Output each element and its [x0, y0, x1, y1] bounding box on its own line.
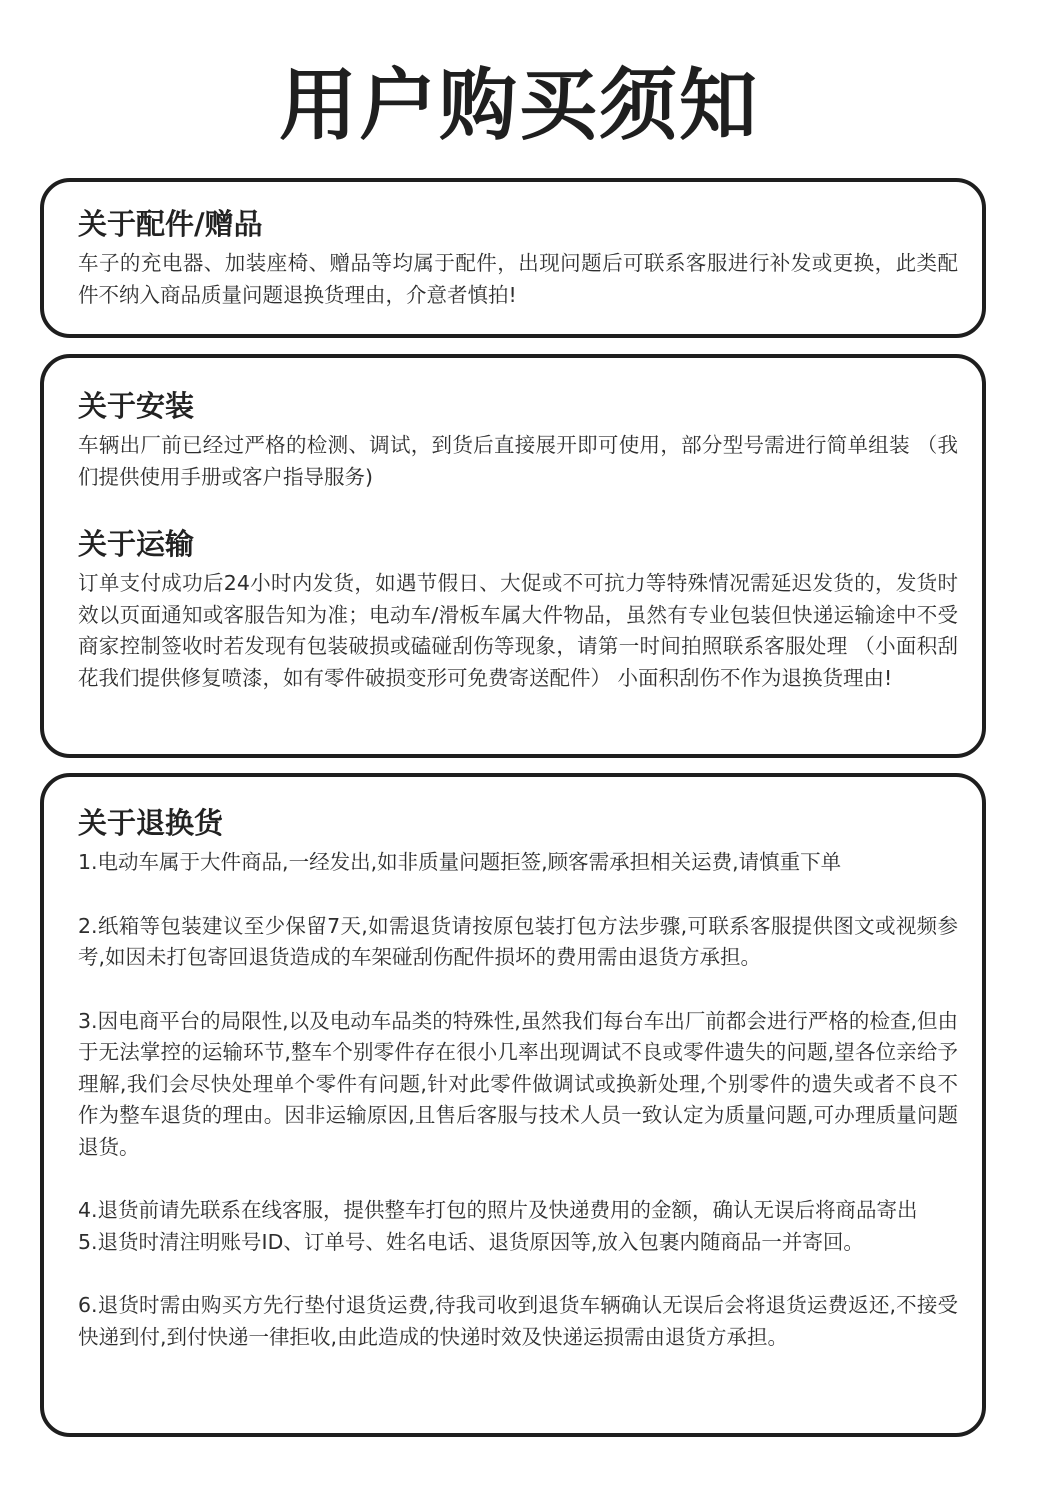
accessories-heading: 关于配件/赠品	[78, 207, 263, 241]
shipping-section	[78, 524, 958, 694]
accessories-section	[78, 204, 958, 311]
returns-item-2: 2.纸箱等包装建议至少保留7天,如需退货请按原包装打包方法步骤,可联系客服提供图文或视频参考,如因未打包寄回退货造成的车架碰刮伤配件损坏的费用需由退货方承担。	[78, 913, 958, 969]
returns-card	[40, 773, 986, 1437]
returns-item-5: 5.退货时清注明账号ID、订单号、姓名电话、退货原因等,放入包裹内随商品一并寄回。	[78, 1229, 864, 1254]
installation-heading: 关于安装	[78, 389, 195, 423]
returns-section	[78, 803, 958, 1353]
returns-item-1: 1.电动车属于大件商品,一经发出,如非质量问题拒签,顾客需承担相关运费,请慎重下单	[78, 850, 842, 874]
installation-section	[78, 386, 958, 493]
accessories-card	[40, 178, 986, 338]
installation-body: 车辆出厂前已经过严格的检测、调试，到货后直接展开即可使用，部分型号需进行简单组装 （我们提供使用手册或客户指导服务)	[78, 433, 958, 489]
page-title: 用户购买须知	[278, 61, 759, 151]
installation-shipping-card	[40, 354, 986, 758]
shipping-body: 订单支付成功后24小时内发货，如遇节假日、大促或不可抗力等特殊情况需延迟发货的，发货时效以页面通知或客服告知为准；电动车/滑板车属大件物品，虽然有专业包装但快递运输途中不受商家控制签收时若发现有包装破损或磕碰刮伤等现象，请第一时间拍照联系客服处理 （小面积刮花我们提供修复喷漆，如有零件破损变形可免费寄送配件） 小面积刮伤不作为退换货理由!	[78, 571, 958, 690]
shipping-heading: 关于运输	[78, 527, 195, 561]
returns-item-3: 3.因电商平台的局限性,以及电动车品类的特殊性,虽然我们每台车出厂前都会进行严格的检查,但由于无法掌控的运输环节,整车个别零件存在很小几率出现调试不良或零件遗失的问题,望各位亲给予理解,我们会尽快处理单个零件有问题,针对此零件做调试或换新处理,个别零件的遗失或者不良不作为整车退货的理由。因非运输原因,且售后客服与技术人员一致认定为质量问题,可办理质量问题退货。	[78, 1008, 958, 1159]
returns-item-6: 6.退货时需由购买方先行垫付退货运费,待我司收到退货车辆确认无误后会将退货运费返还,不接受快递到付,到付快递一律拒收,由此造成的快递时效及快递运损需由退货方承担。	[78, 1293, 958, 1349]
accessories-body: 车子的充电器、加装座椅、赠品等均属于配件，出现问题后可联系客服进行补发或更换，此类配件不纳入商品质量问题退换货理由，介意者慎拍!	[78, 251, 958, 307]
returns-list	[78, 847, 958, 1353]
returns-heading: 关于退换货	[78, 806, 224, 840]
returns-item-4: 4.退货前请先联系在线客服，提供整车打包的照片及快递费用的金额，确认无误后将商品寄出	[78, 1198, 918, 1222]
